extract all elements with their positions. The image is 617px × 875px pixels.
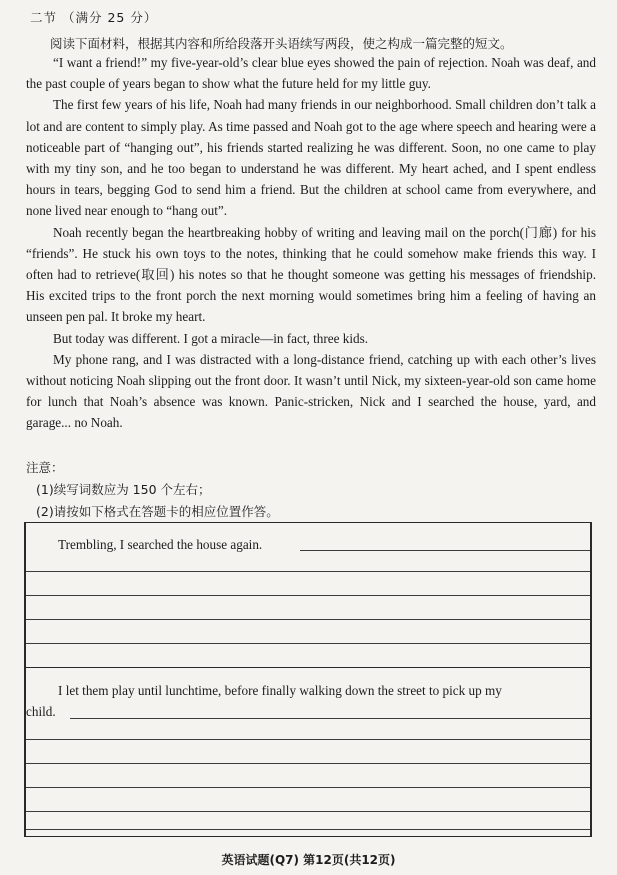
note-item: (2)请按如下格式在答题卡的相应位置作答。 xyxy=(36,504,279,519)
page-footer: 英语试题(Q7) 第12页(共12页) xyxy=(221,853,396,867)
passage-paragraph: But today was different. I got a miracle—in fact, three kids. xyxy=(53,330,369,346)
task-instruction: 阅读下面材料，根据其内容和所给段落开头语续写两段，使之构成一篇完整的短文。 xyxy=(50,36,513,51)
notes-section xyxy=(26,457,279,523)
answer-box xyxy=(24,522,592,837)
writing-line[interactable] xyxy=(26,595,590,596)
answer-blank[interactable] xyxy=(300,550,590,551)
writing-line[interactable] xyxy=(26,619,590,620)
passage-paragraph: Noah recently began the heartbreaking hobby of writing and leaving mail on the porch(门廊) for his “friends”. He stuck his own toys to the notes, thinking that he could somehow make friends this way. I often had to retrieve(取回) his notes so that he thought someone was getting his messages of friendship. His excited trips to the front porch the next morning would sometimes bring him a feeling of having an unseen pen pal. It broke my heart. xyxy=(26,224,596,325)
answer-blank[interactable] xyxy=(70,718,590,719)
paragraph-starter-1: Trembling, I searched the house again. xyxy=(58,537,263,552)
writing-line[interactable] xyxy=(26,763,590,764)
writing-line[interactable] xyxy=(26,829,590,830)
passage-paragraph: My phone rang, and I was distracted with a long-distance friend, catching up with each other’s lives without noticing Noah slipping out the front door. It wasn’t until Nick, my sixteen-year-old son came home for lunch that Noah’s absence was known. Panic-stricken, Nick and I searched the house, yard, and garage... no Noah. xyxy=(26,351,596,431)
starter-2-line-1: I let them play until lunchtime, before finally walking down the street to pick up my xyxy=(58,683,502,698)
writing-line[interactable] xyxy=(26,643,590,644)
reading-passage xyxy=(26,52,596,434)
passage-paragraph: “I want a friend!” my five-year-old’s clear blue eyes showed the pain of rejection. Noah was deaf, and the past couple of years began to show what the future held for my little guy. xyxy=(26,55,596,92)
note-item: (1)续写词数应为 150 个左右； xyxy=(36,482,211,497)
notes-title: 注意： xyxy=(26,460,64,475)
passage-paragraph: The first few years of his life, Noah had many friends in our neighborhood. Small children don’t talk a lot and are content to simply play. As time passed and Noah got to the age where speech and hearing were a noticeable part of “hanging out”, his friends started realizing he was different. Soon, no one came to play with my tiny son, and he too began to understand he was different. My heart ached, and I spent endless hours in tears, begging God to send him a friend. But the children at school came from everywhere, and none lived near enough to “hang out”. xyxy=(26,97,596,219)
section-divider xyxy=(26,667,590,668)
writing-line[interactable] xyxy=(26,787,590,788)
starter-2-line-2: child. xyxy=(26,704,56,719)
section-heading: 二节 （满分 25 分） xyxy=(30,10,158,25)
writing-line[interactable] xyxy=(26,811,590,812)
writing-line[interactable] xyxy=(26,739,590,740)
paragraph-starter-2 xyxy=(26,680,594,722)
writing-line[interactable] xyxy=(26,571,590,572)
